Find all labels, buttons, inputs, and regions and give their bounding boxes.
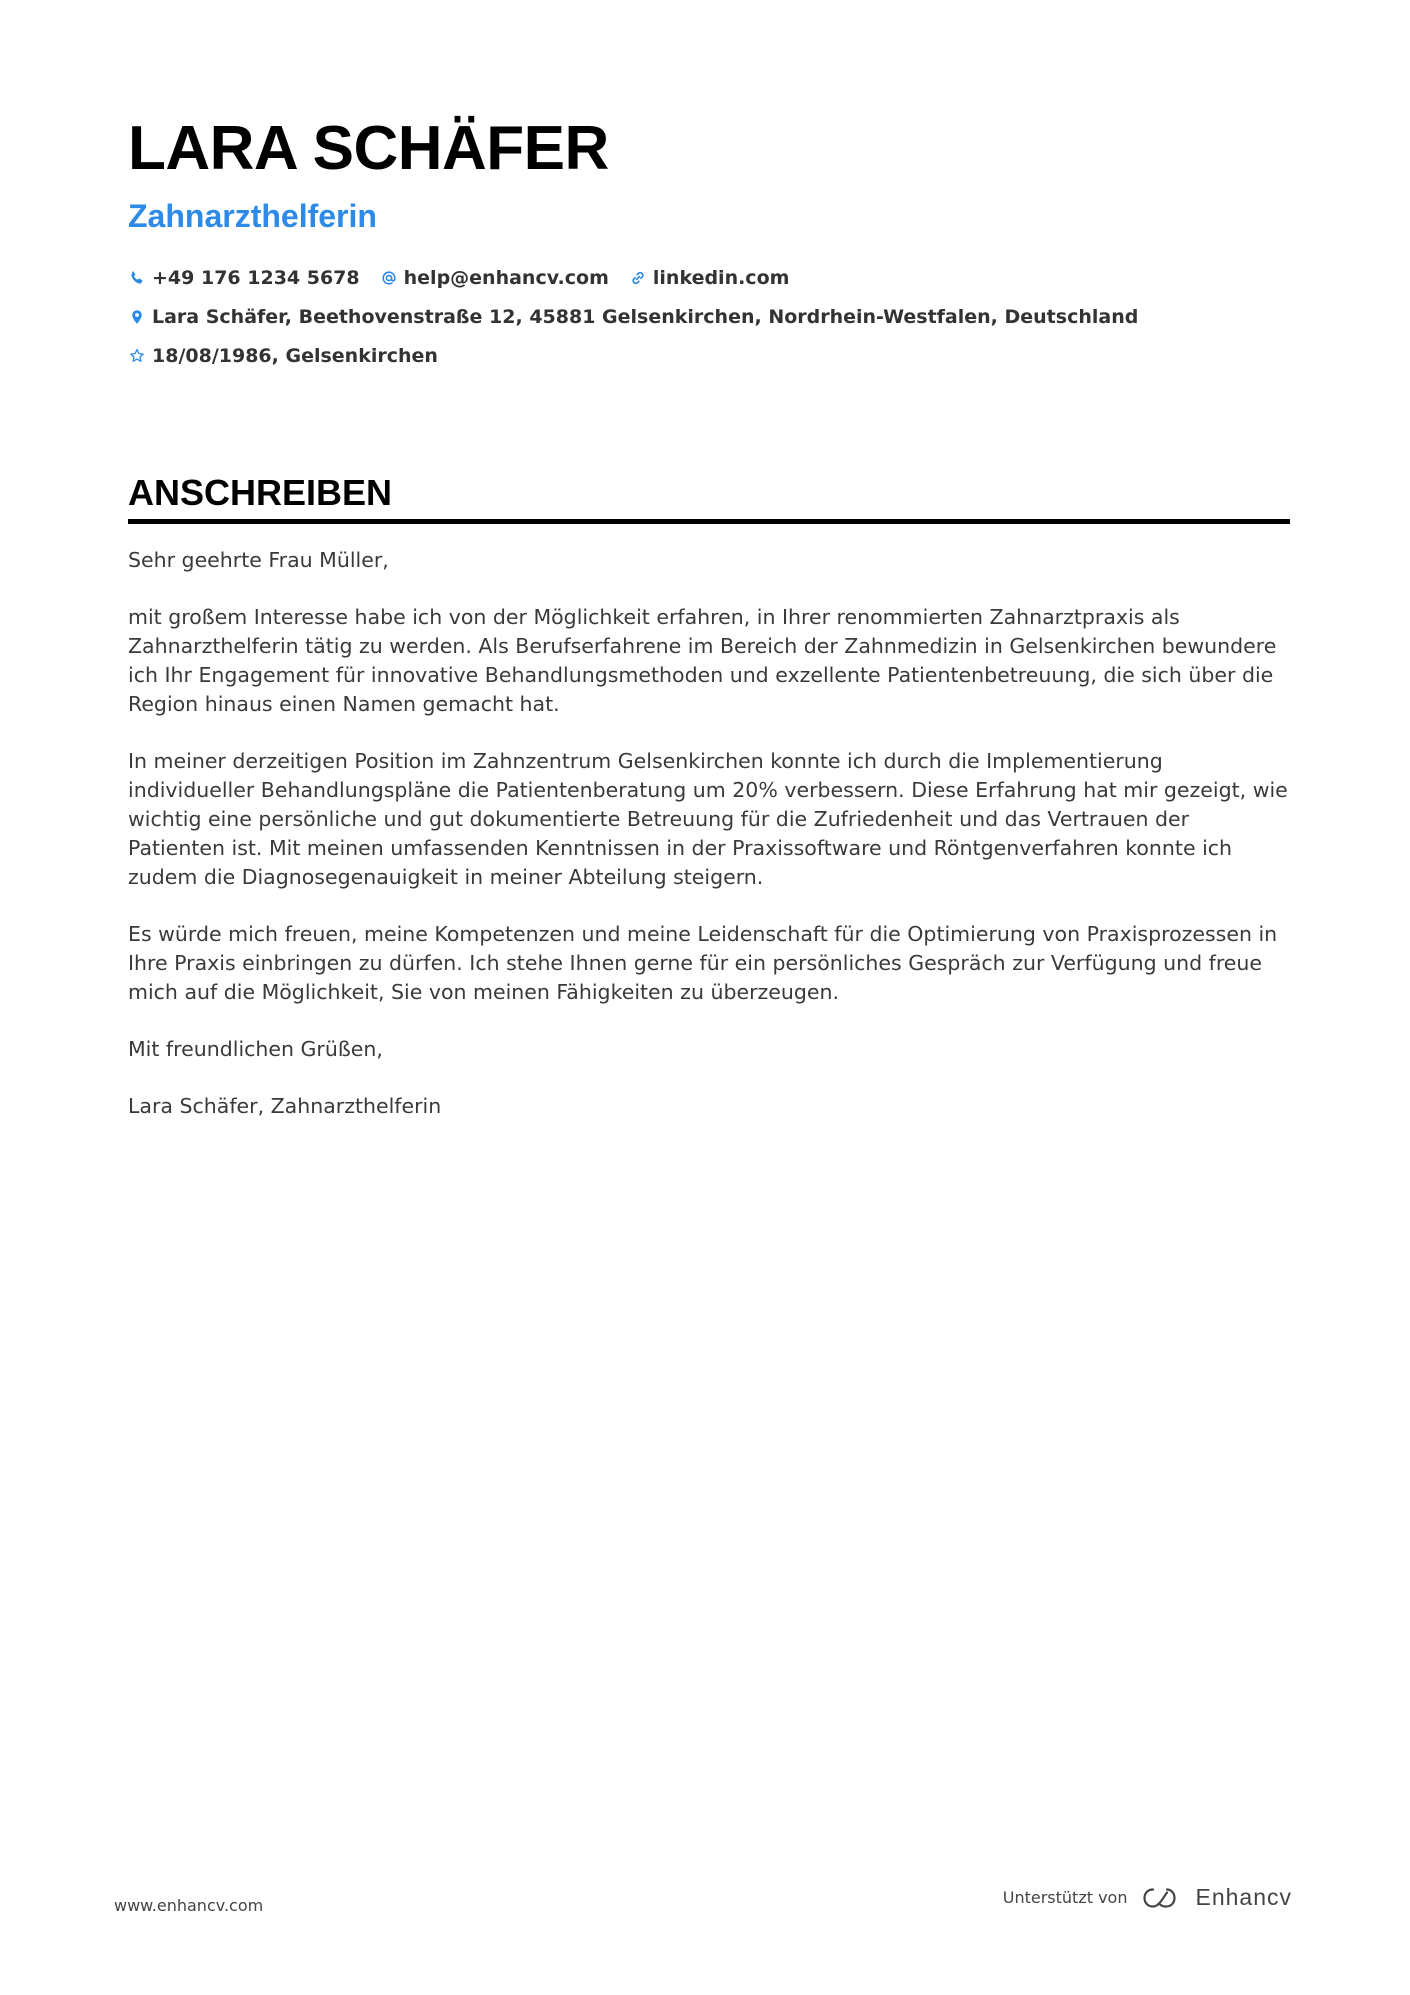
letter-body [128,546,1290,1121]
phone-text: +49 176 1234 5678 [152,266,360,289]
linkedin-link[interactable]: linkedin.com [652,266,790,289]
contact-email[interactable] [380,267,609,289]
contact-address [128,306,1138,328]
footer-powered-by [1003,1884,1292,1911]
section-divider [128,519,1290,524]
star-icon [128,347,146,365]
brand-logo[interactable] [1139,1884,1292,1911]
candidate-role: Zahnarzthelferin [128,198,377,234]
letter-closing: Mit freundlichen Grüßen, [128,1037,383,1061]
cover-letter-page [128,110,1290,1149]
section-title: ANSCHREIBEN [128,472,393,513]
contact-row-birth [128,336,1290,375]
powered-by-text: Unterstützt von [1002,1888,1128,1907]
contact-row-address [128,297,1290,336]
contact-info [128,258,1290,375]
contact-phone [128,267,360,289]
email-link[interactable]: help@enhancv.com [403,266,609,289]
letter-paragraph: In meiner derzeitigen Position im Zahnzentrum Gelsenkirchen konnte ich durch die Implementierung individueller Behandlungspläne die Patientenberatung um 20% verbessern. Diese Erfahrung hat mir gezeigt, wie wichtig eine persönliche und gut dokumentierte Betreuung für die Zufriedenheit und das Vertrauen der Patienten ist. Mit meinen umfassenden Kenntnissen in der Praxissoftware und Röntgenverfahren konnte ich zudem die Diagnosegenauigkeit in meiner Abteilung steigern. [128,749,1288,889]
birth-text: 18/08/1986, Gelsenkirchen [152,344,438,367]
letter-signature: Lara Schäfer, Zahnarzthelferin [128,1094,442,1118]
at-icon [380,269,398,287]
letter-paragraph: mit großem Interesse habe ich von der Möglichkeit erfahren, in Ihrer renommierten Zahnarztpraxis als Zahnarzthelferin tätig zu werden. Als Berufserfahrene im Bereich der Zahnmedizin in Gelsenkirchen bewundere ich Ihr Engagement für innovative Behandlungsmethoden und exzellente Patientenbetreuung, die sich über die Region hinaus einen Namen gemacht hat. [128,605,1277,716]
contact-row-primary [128,258,1290,297]
phone-icon [128,269,146,287]
link-icon [629,269,647,287]
infinity-icon [1139,1885,1185,1911]
address-text: Lara Schäfer, Beethovenstraße 12, 45881 Gelsenkirchen, Nordrhein-Westfalen, Deutschland [152,305,1139,328]
location-pin-icon [128,308,146,326]
candidate-name: LARA SCHÄFER [128,114,609,183]
letter-salutation: Sehr geehrte Frau Müller, [128,548,389,572]
footer-website[interactable]: www.enhancv.com [114,1896,264,1915]
contact-birth [128,345,438,367]
brand-name: Enhancv [1195,1884,1292,1910]
letter-paragraph: Es würde mich freuen, meine Kompetenzen und meine Leidenschaft für die Optimierung von Praxisprozessen in Ihre Praxis einbringen zu dürfen. Ich stehe Ihnen gerne für ein persönliches Gespräch zur Verfügung und freue mich auf die Möglichkeit, Sie von meinen Fähigkeiten zu überzeugen. [128,922,1278,1004]
contact-linkedin[interactable] [629,267,790,289]
